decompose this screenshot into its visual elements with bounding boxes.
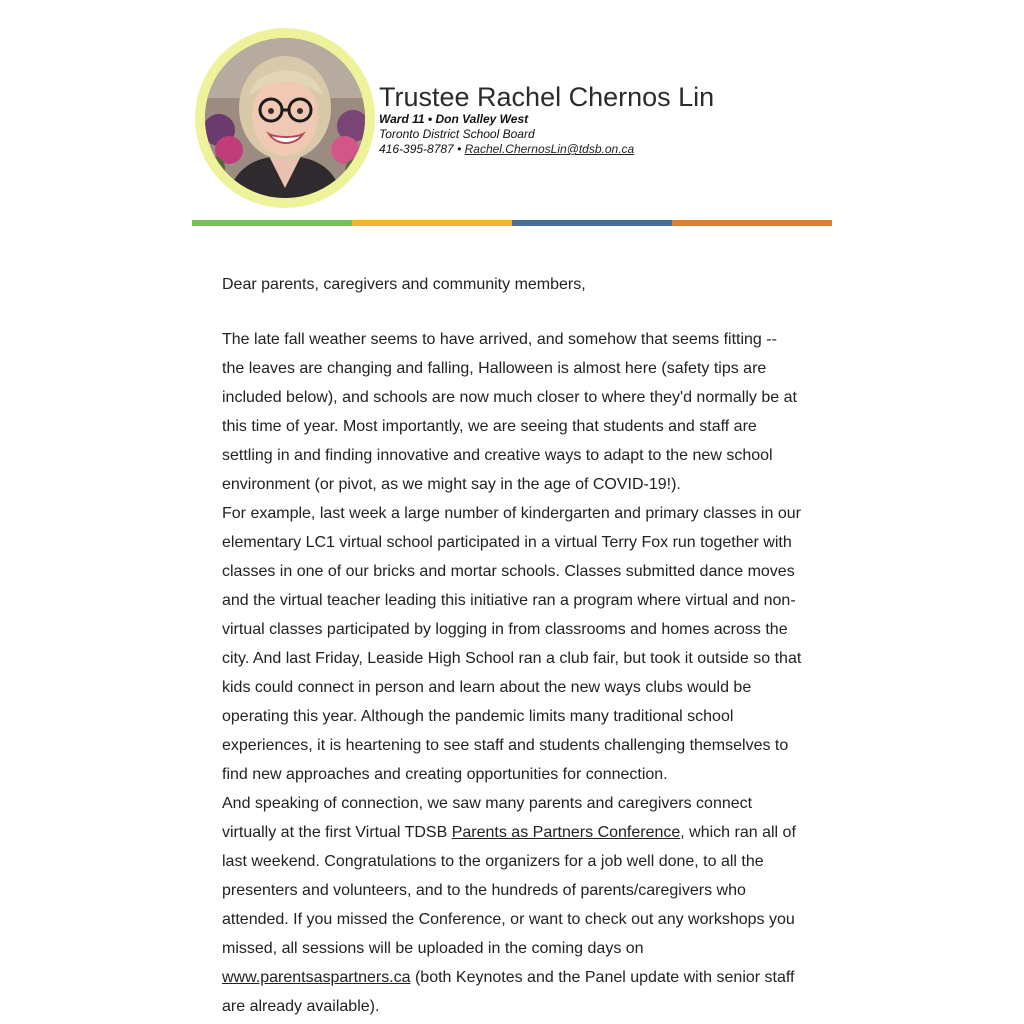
avatar-ring [195,28,375,208]
parents-as-partners-link[interactable]: Parents as Partners Conference [451,824,681,841]
board-line: Toronto District School Board [379,127,535,141]
color-bar-green [192,220,352,226]
phone-text: 416-395-8787 • [379,142,465,156]
color-bar-yellow [352,220,512,226]
paragraph-weather: The late fall weather seems to have arrived, and somehow that seems fitting -- the leaves are changing and falling, Halloween is almost here (safety tips are included below), and schools are now much closer to where they'd normally be at this time of year. Most importantly, we are seeing that students and staff are settling in and finding innovative and creative ways to adapt to the new school environment (or pivot, as we might say in the age of COVID-19!). [222,331,797,493]
paragraph-example: For example, last week a large number of kindergarten and primary classes in our elementary LC1 virtual school participated in a virtual Terry Fox run together with classes in one of our bricks and mortar schools. Classes submitted dance moves and the virtual teacher leading this initiative ran a program where virtual and non-virtual classes participated by logging in from classrooms and homes across the city. And last Friday, Leaside High School ran a club fair, but took it outside so that kids could connect in person and learn about the new ways clubs would be operating this year. Although the pandemic limits many traditional school experiences, it is heartening to see staff and students challenging themselves to find new approaches and creating opportunities for connection. [222,505,802,783]
trustee-name: Trustee Rachel Chernos Lin [379,82,715,112]
ward-line: Ward 11 • Don Valley West [379,112,529,126]
newsletter-header [192,0,832,230]
avatar [205,38,365,198]
color-bar-orange [672,220,832,226]
paragraph-connection-text-b: , which ran all of last weekend. Congratulations to the organizers for a job well done, to all the presenters and volunteers, and to the hundreds of parents/caregivers who attended. If you missed the Conference, or want to check out any workshops you missed, all sessions will be uploaded in the coming days on [222,824,796,957]
paragraph-connection-text-a: And speaking of connection, we saw many parents and caregivers connect virtually at the first Virtual TDSB [222,795,753,841]
parentsaspartners-url-link[interactable]: www.parentsaspartners.ca [222,969,411,986]
paragraph-connection-text-c: (both Keynotes and the Panel update with senior staff are already available). [222,969,795,1015]
portrait-photo [205,38,365,198]
color-divider [192,220,832,226]
contact-line [379,142,819,157]
letter-body [222,270,802,1021]
email-link[interactable]: Rachel.ChernosLin@tdsb.on.ca [464,142,635,156]
salutation: Dear parents, caregivers and community members, [222,276,586,293]
color-bar-blue [512,220,672,226]
paragraph-connection [222,789,802,1021]
trustee-info [379,82,819,157]
